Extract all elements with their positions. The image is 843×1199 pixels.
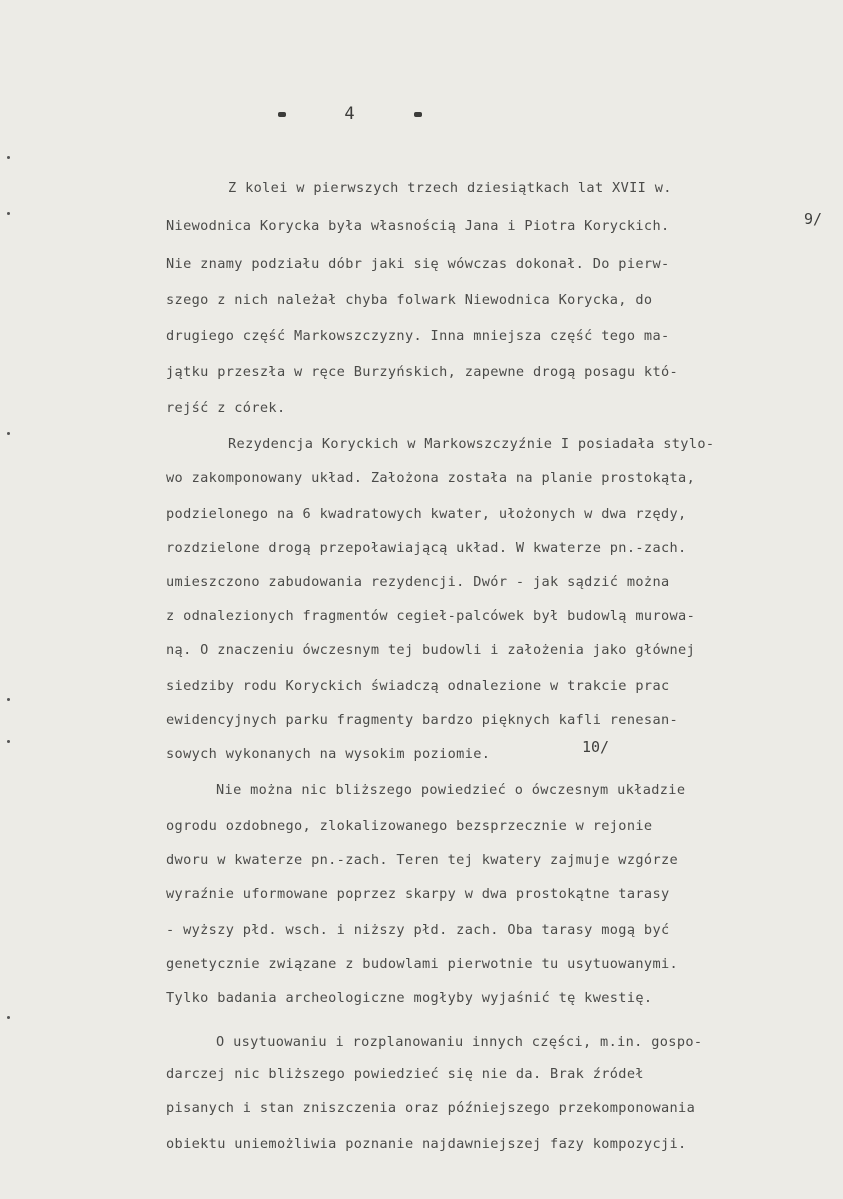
text-line: genetycznie związane z budowlami pierwotnie tu usytuowanymi. bbox=[166, 956, 679, 972]
margin-mark bbox=[7, 432, 10, 435]
text-line: - wyższy płd. wsch. i niższy płd. zach. Oba tarasy mogą być bbox=[166, 922, 670, 938]
text-line: drugiego część Markowszczyzny. Inna mniejsza część tego ma- bbox=[166, 328, 670, 344]
page-number bbox=[0, 104, 700, 124]
text-line: wyraźnie uformowane poprzez skarpy w dwa prostokątne tarasy bbox=[166, 886, 670, 902]
text-line: wo zakomponowany układ. Założona została na planie prostokąta, bbox=[166, 470, 696, 486]
text-line: ogrodu ozdobnego, zlokalizowanego bezsprzecznie w rejonie bbox=[166, 818, 653, 834]
margin-mark bbox=[7, 1016, 10, 1019]
text-line: jątku przeszła w ręce Burzyńskich, zapewne drogą posagu któ- bbox=[166, 364, 679, 380]
text-line: Niewodnica Korycka była własnością Jana i Piotra Koryckich. bbox=[166, 218, 670, 234]
text-line: darczej nic bliższego powiedzieć się nie da. Brak źródeł bbox=[166, 1066, 644, 1082]
text-line: szego z nich należał chyba folwark Niewodnica Korycka, do bbox=[166, 292, 653, 308]
text-line: O usytuowaniu i rozplanowaniu innych części, m.in. gospo- bbox=[216, 1034, 703, 1050]
text-line: sowych wykonanych na wysokim poziomie. bbox=[166, 746, 491, 762]
text-line: ewidencyjnych parku fragmenty bardzo pięknych kafli renesan- bbox=[166, 712, 679, 728]
text-line: Nie można nic bliższego powiedzieć o ówczesnym układzie bbox=[216, 782, 686, 798]
margin-mark bbox=[7, 698, 10, 701]
text-line: z odnalezionych fragmentów cegieł-palcówek był budowlą murowa- bbox=[166, 608, 696, 624]
margin-mark bbox=[7, 212, 10, 215]
text-line: obiektu uniemożliwia poznanie najdawniejszej fazy kompozycji. bbox=[166, 1136, 687, 1152]
dash-left bbox=[278, 112, 286, 117]
text-line: pisanych i stan zniszczenia oraz późniejszego przekomponowania bbox=[166, 1100, 696, 1116]
dash-right bbox=[414, 112, 422, 117]
text-line: dworu w kwaterze pn.-zach. Teren tej kwatery zajmuje wzgórze bbox=[166, 852, 679, 868]
text-line: rejść z córek. bbox=[166, 400, 286, 416]
page-number-value: 4 bbox=[344, 104, 356, 124]
text-line: Z kolei w pierwszych trzech dziesiątkach lat XVII w. bbox=[228, 180, 672, 196]
margin-mark bbox=[7, 740, 10, 743]
text-line: Rezydencja Koryckich w Markowszczyźnie I posiadała stylo- bbox=[228, 436, 715, 452]
text-line: umieszczono zabudowania rezydencji. Dwór - jak sądzić można bbox=[166, 574, 670, 590]
text-line: podzielonego na 6 kwadratowych kwater, ułożonych w dwa rzędy, bbox=[166, 506, 687, 522]
text-line: rozdzielone drogą przepoławiającą układ. W kwaterze pn.-zach. bbox=[166, 540, 687, 556]
text-line: Nie znamy podziału dóbr jaki się wówczas dokonał. Do pierw- bbox=[166, 256, 670, 272]
footnote-ref-10: 10/ bbox=[582, 738, 610, 756]
text-line: siedziby rodu Koryckich świadczą odnalezione w trakcie prac bbox=[166, 678, 670, 694]
margin-mark bbox=[7, 156, 10, 159]
text-line: ną. O znaczeniu ówczesnym tej budowli i założenia jako głównej bbox=[166, 642, 696, 658]
footnote-ref-9: 9/ bbox=[804, 210, 823, 228]
text-line: Tylko badania archeologiczne mogłyby wyjaśnić tę kwestię. bbox=[166, 990, 653, 1006]
